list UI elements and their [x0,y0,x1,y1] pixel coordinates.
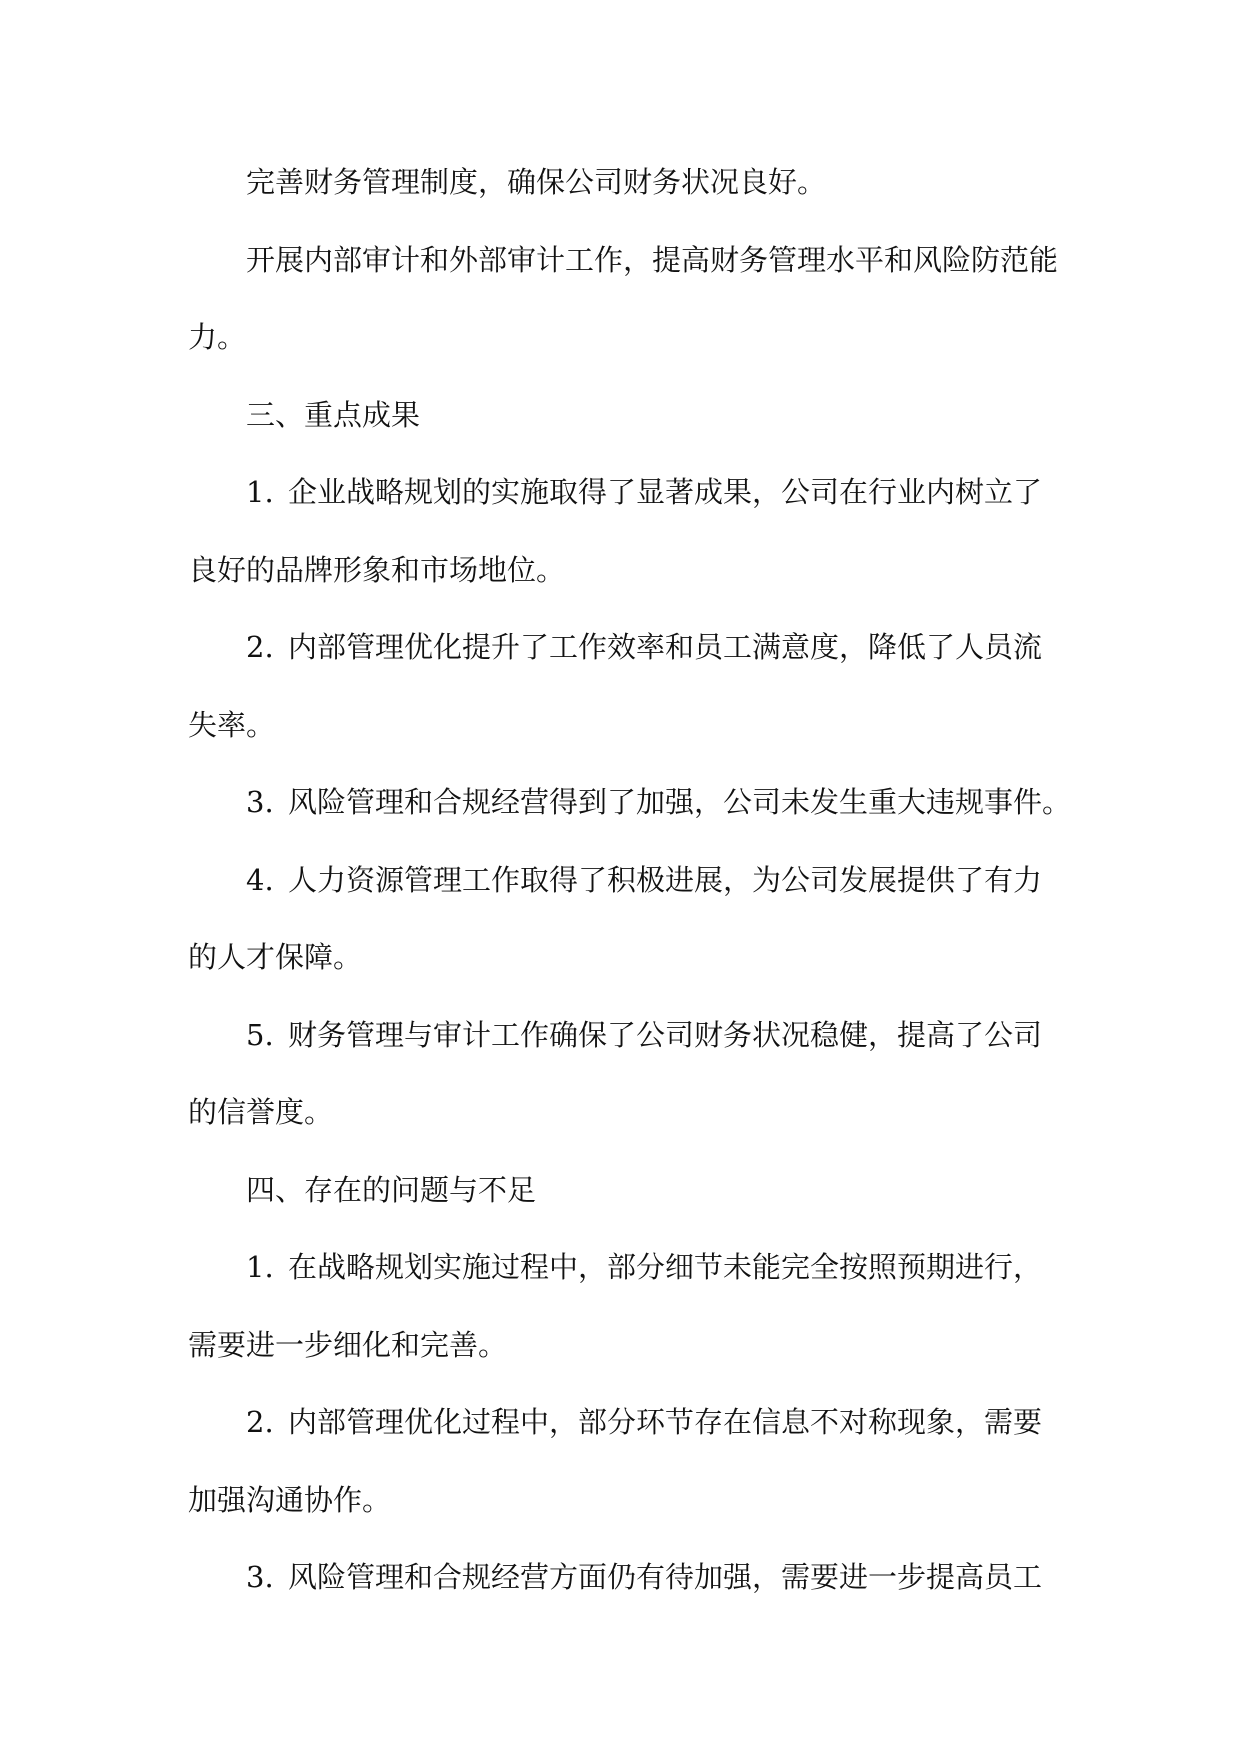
list-item-result-2 [188,609,1053,687]
list-item-text: 良好的品牌形象和市场地位。 [188,552,566,587]
list-number: 5. [246,1017,274,1052]
paragraph-text: 完善财务管理制度，确保公司财务状况良好。 [246,165,827,199]
list-item-problem-3 [188,1539,1053,1617]
section-heading-problems [188,1152,1053,1230]
list-number: 2. [246,630,274,664]
heading-text: 三、重点成果 [246,397,421,432]
list-item-result-3 [188,764,1072,842]
list-item-text: 内部管理优化过程中，部分环节存在信息不对称现象，需要 [288,1405,1043,1439]
list-item-result-4 [188,842,1053,920]
list-item-text: 需要进一步细化和完善。 [188,1327,508,1362]
section-heading-key-results [188,377,1053,455]
list-number: 2. [246,1405,274,1439]
paragraph-finance-policy [188,144,1053,222]
paragraph-text: 开展内部审计和外部审计工作，提高财务管理水平和风险防范能 [246,242,1059,277]
list-item-text: 在战略规划实施过程中，部分细节未能完全按照预期进行， [288,1250,1043,1284]
list-item-result-1-cont [188,532,1053,610]
list-item-text: 失率。 [188,707,276,742]
list-item-result-5 [188,997,1053,1075]
list-number: 1. [246,475,274,509]
list-number: 3. [246,1560,274,1594]
paragraph-text: 力。 [188,320,247,354]
list-item-text: 内部管理优化提升了工作效率和员工满意度，降低了人员流 [288,630,1043,664]
list-item-result-4-cont [188,919,1053,997]
paragraph-audit-line-1 [188,222,1059,300]
list-item-text: 人力资源管理工作取得了积极进展，为公司发展提供了有力 [288,862,1043,897]
list-item-result-2-cont [188,687,1053,765]
list-item-text: 的人才保障。 [188,940,363,974]
list-item-text: 的信誉度。 [188,1095,334,1129]
list-number: 1. [246,1250,274,1284]
list-item-problem-1-cont [188,1307,1053,1385]
list-item-text: 财务管理与审计工作确保了公司财务状况稳健，提高了公司 [288,1017,1043,1052]
list-item-text: 风险管理和合规经营方面仍有待加强，需要进一步提高员工 [288,1560,1043,1594]
list-number: 3. [246,785,274,819]
heading-text: 四、存在的问题与不足 [246,1172,537,1207]
list-item-problem-1 [188,1229,1053,1307]
list-number: 4. [246,862,274,897]
list-item-problem-2 [188,1384,1053,1462]
list-item-problem-2-cont [188,1462,1053,1540]
list-item-result-1 [188,454,1053,532]
list-item-text: 企业战略规划的实施取得了显著成果，公司在行业内树立了 [288,475,1043,509]
list-item-text: 风险管理和合规经营得到了加强，公司未发生重大违规事件。 [288,785,1072,819]
list-item-text: 加强沟通协作。 [188,1482,392,1517]
document-body [188,144,1072,1617]
list-item-result-5-cont [188,1074,1053,1152]
paragraph-audit-line-2 [188,299,1053,377]
